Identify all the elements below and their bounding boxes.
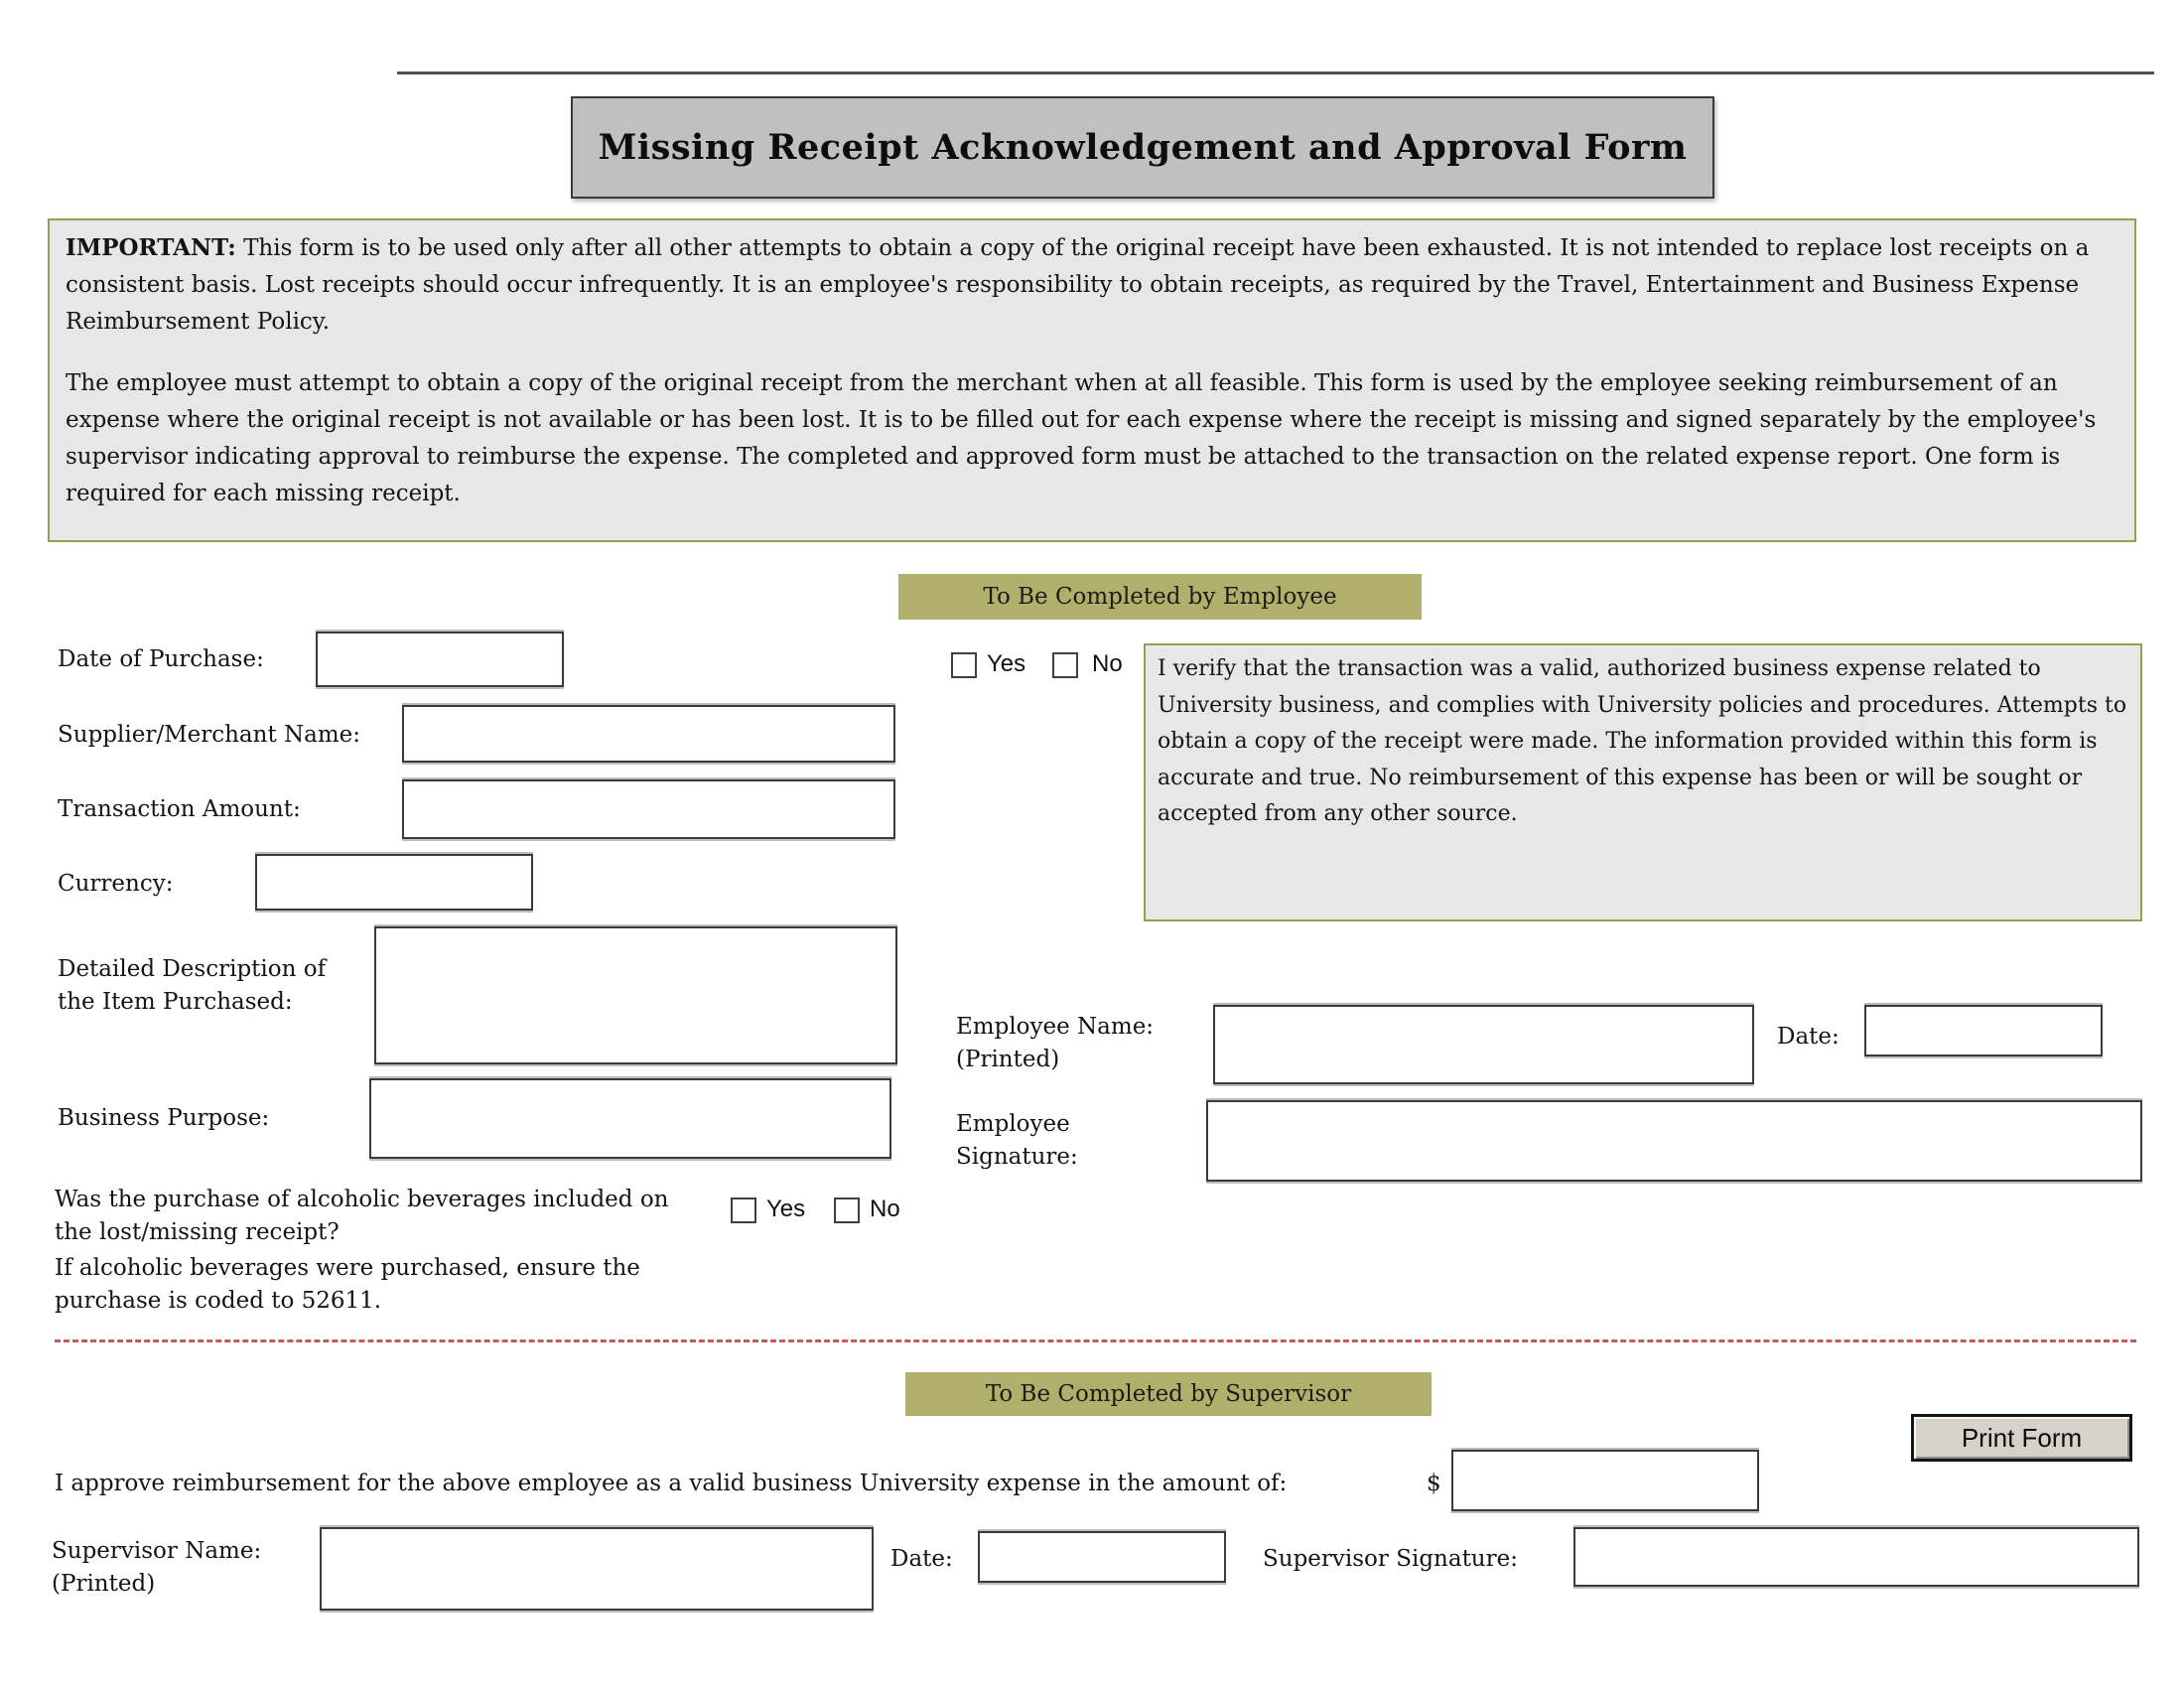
employee-name-input[interactable] (1213, 1005, 1754, 1084)
employee-signature-input[interactable] (1206, 1100, 2142, 1182)
alcohol-no-label: No (870, 1196, 900, 1222)
employee-date-label: Date: (1777, 1024, 1840, 1050)
detailed-description-label: Detailed Description of the Item Purchased: (58, 956, 327, 1016)
verification-yes-label: Yes (987, 650, 1026, 677)
verification-statement-box (1144, 643, 2142, 921)
date-of-purchase-label: Date of Purchase: (58, 646, 264, 672)
currency-label: Currency: (58, 871, 174, 897)
alcohol-note-label: If alcoholic beverages were purchased, ensure the purchase is coded to 52611. (55, 1255, 640, 1315)
detailed-description-input[interactable] (374, 926, 897, 1064)
supervisor-section-header (905, 1372, 1432, 1416)
supervisor-date-input[interactable] (978, 1531, 1226, 1583)
alcohol-no-checkbox[interactable] (834, 1197, 860, 1223)
transaction-amount-label: Transaction Amount: (58, 796, 301, 822)
supervisor-signature-input[interactable] (1573, 1527, 2139, 1587)
page-title: Missing Receipt Acknowledgement and Approval Form (598, 127, 1688, 168)
supervisor-name-printed-label: (Printed) (52, 1571, 156, 1598)
currency-input[interactable] (255, 854, 533, 911)
supervisor-signature-label: Supervisor Signature: (1263, 1546, 1518, 1572)
supervisor-section-header-label: To Be Completed by Supervisor (985, 1381, 1352, 1407)
employee-name-printed-label: (Printed) (956, 1047, 1060, 1073)
important-label: IMPORTANT: (66, 234, 236, 261)
alcohol-yes-label: Yes (766, 1196, 806, 1222)
date-of-purchase-input[interactable] (316, 632, 564, 687)
supervisor-name-input[interactable] (320, 1527, 874, 1611)
alcohol-question-label: Was the purchase of alcoholic beverages included on the lost/missing receipt? (55, 1187, 669, 1246)
supplier-merchant-input[interactable] (402, 705, 895, 763)
business-purpose-input[interactable] (369, 1078, 891, 1159)
amount-currency-symbol: $ (1427, 1471, 1441, 1496)
employee-name-label-block (956, 1011, 1154, 1077)
top-rule-line (397, 71, 2154, 74)
employee-name-label: Employee Name: (956, 1014, 1155, 1040)
print-form-button[interactable]: Print Form (1911, 1414, 2132, 1462)
supervisor-name-label: Supervisor Name: (52, 1538, 262, 1564)
employee-section-header-label: To Be Completed by Employee (983, 584, 1337, 610)
supervisor-name-label-block (52, 1535, 261, 1602)
approval-statement-label: I approve reimbursement for the above employee as a valid business University expense in the amount of: (55, 1471, 1288, 1496)
section-separator-line (55, 1339, 2136, 1342)
verification-yes-checkbox[interactable] (951, 652, 977, 678)
important-notice-box (48, 218, 2136, 542)
notice-text-2: The employee must attempt to obtain a copy of the original receipt from the merchant when at all feasible. This form is used by the employee seeking reimbursement of an expense where the original receipt is not available or has been lost. It is to be filled out for each expense where the receipt is missing and signed separately by the employee's supervisor indicating approval to reimburse the expense. The completed and approved form must be attached to the transaction on the related expense report. One form is required for each missing receipt. (66, 370, 2097, 506)
notice-text-1: This form is to be used only after all other attempts to obtain a copy of the original receipt have been exhausted. It is not intended to replace lost receipts on a consistent basis. Lost receipts should occur infrequently. It is an employee's responsibility to obtain receipts, as required by the Travel, Entertainment and Business Expense Reimbursement Policy. (66, 235, 2090, 335)
supervisor-date-label: Date: (890, 1546, 953, 1572)
employee-signature-label: Employee Signature: (956, 1111, 1078, 1171)
transaction-amount-input[interactable] (402, 779, 895, 839)
alcohol-yes-checkbox[interactable] (731, 1197, 756, 1223)
approved-amount-input[interactable] (1451, 1450, 1759, 1511)
employee-section-header (898, 574, 1422, 620)
verification-no-checkbox[interactable] (1052, 652, 1078, 678)
verification-no-label: No (1092, 650, 1123, 677)
form-title-box (571, 96, 1714, 199)
notice-paragraph-1 (66, 230, 2118, 340)
employee-date-input[interactable] (1864, 1005, 2103, 1056)
business-purpose-label: Business Purpose: (58, 1105, 270, 1131)
verification-statement-text: I verify that the transaction was a valid, authorized business expense related to University business, and complies with University policies and procedures. Attempts to obtain a copy of the receipt were made. The information provided within this form is accurate and true. No reimbursement of this expense has been or will be sought or accepted from any other source. (1158, 656, 2127, 827)
supplier-merchant-label: Supplier/Merchant Name: (58, 722, 361, 748)
notice-paragraph-2 (66, 365, 2118, 511)
